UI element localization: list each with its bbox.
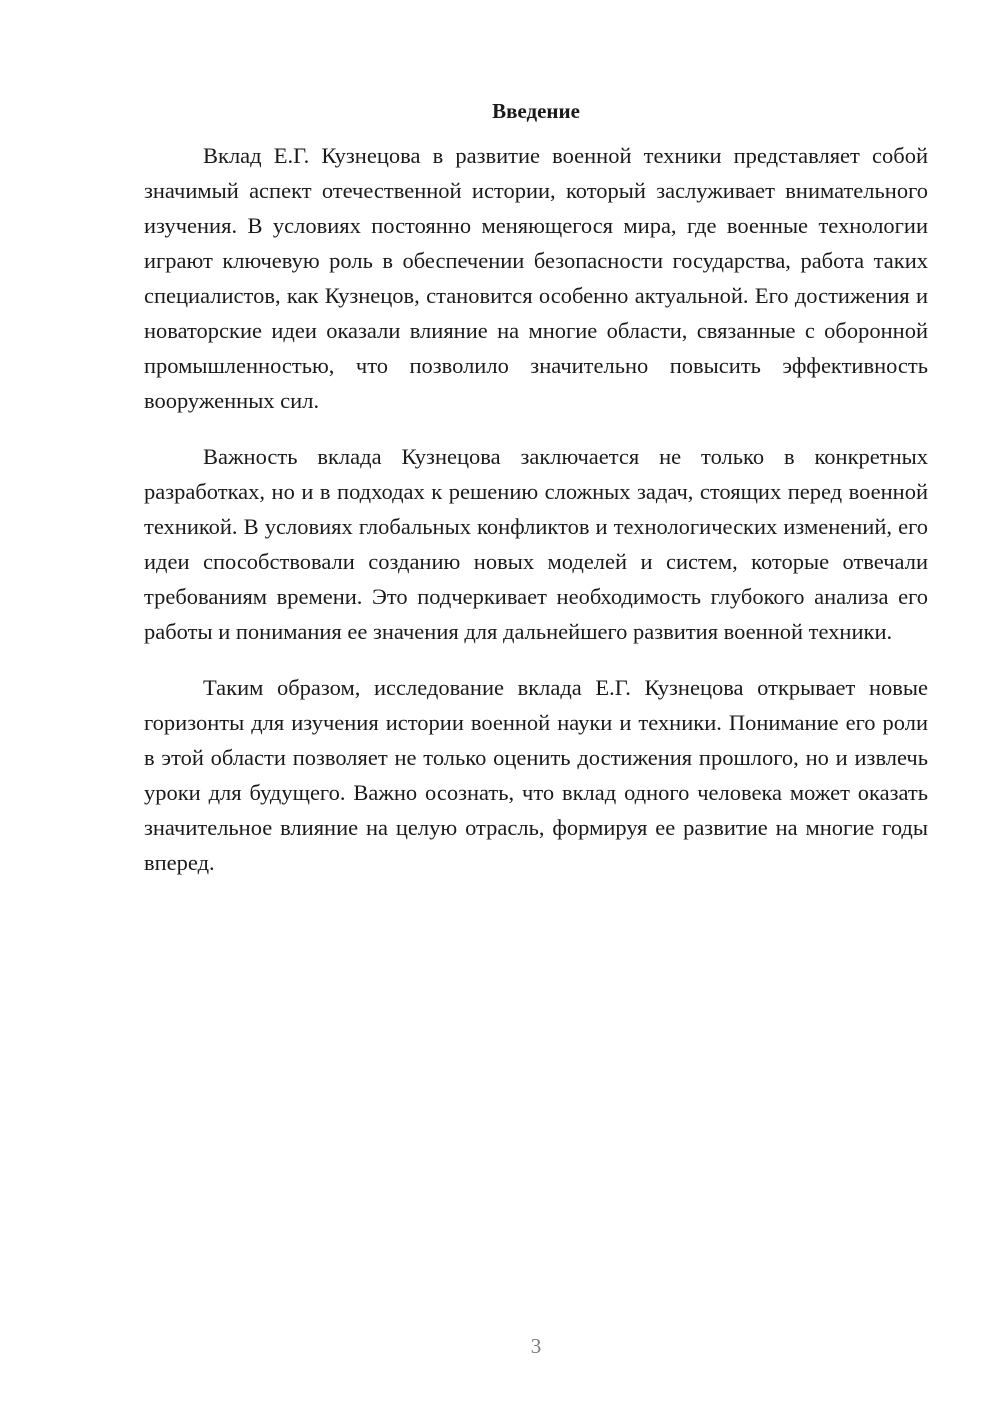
paragraph-3: Таким образом, исследование вклада Е.Г. Кузнецова открывает новые горизонты для изучения истории военной науки и техники. Понимание его роли в этой области позволяет не только оценить достижения прошлого, но и извлечь уроки для будущего. Важно осознать, что вклад одного человека может оказать значительное влияние на целую отрасль, формируя ее развитие на многие годы вперед. <box>144 675 928 875</box>
page-content <box>144 96 928 901</box>
section-heading: Введение <box>492 99 580 123</box>
page-number: 3 <box>530 1334 542 1358</box>
paragraph-1: Вклад Е.Г. Кузнецова в развитие военной техники представляет собой значимый аспект отечественной истории, который заслуживает внимательного изучения. В условиях постоянно меняющегося мира, где военные технологии играют ключевую роль в обеспечении безопасности государства, работа таких специалистов, как Кузнецов, становится особенно актуальной. Его достижения и новаторские идеи оказали влияние на многие области, связанные с оборонной промышленностью, что позволило значительно повысить эффективность вооруженных сил. <box>144 143 928 413</box>
paragraph-2: Важность вклада Кузнецова заключается не только в конкретных разработках, но и в подходах к решению сложных задач, стоящих перед военной техникой. В условиях глобальных конфликтов и технологических изменений, его идеи способствовали созданию новых моделей и систем, которые отвечали требованиям времени. Это подчеркивает необходимость глубокого анализа его работы и понимания ее значения для дальнейшего развития военной техники. <box>144 444 928 644</box>
